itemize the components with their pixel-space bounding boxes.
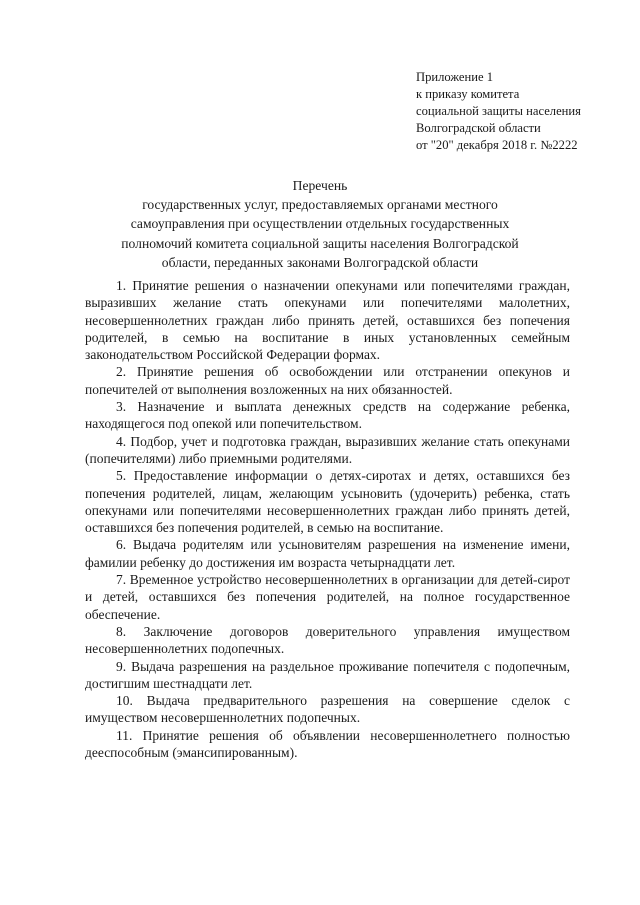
list-item: 3. Назначение и выплата денежных средств на содержание ребенка, находящегося под опекой или попечительством. — [85, 399, 570, 432]
list-item: 9. Выдача разрешения на раздельное проживание попечителя с подопечным, достигшим шестнадцати лет. — [85, 658, 570, 691]
document-title — [60, 176, 580, 272]
appendix-line: от "20" декабря 2018 г. №2222 — [416, 138, 578, 152]
list-item: 10. Выдача предварительного разрешения на совершение сделок с имуществом несовершеннолетних подопечных. — [85, 693, 570, 726]
title-line: государственных услуг, предоставляемых органами местного — [142, 197, 498, 213]
appendix-block — [416, 69, 636, 154]
list-item: 4. Подбор, учет и подготовка граждан, выразивших желание стать опекунами (попечителями) либо приемными родителями. — [85, 433, 570, 466]
list-item: 2. Принятие решения об освобождении или отстранении опекунов и попечителей от выполнения возложенных на них обязанностей. — [85, 364, 570, 397]
list-item: 8. Заключение договоров доверительного управления имуществом несовершеннолетних подопечных. — [85, 623, 570, 657]
list-item: 11. Принятие решения об объявлении несовершеннолетнего полностью дееспособным (эмансипированным). — [85, 727, 570, 761]
list-item: 7. Временное устройство несовершеннолетних в организации для детей-сирот и детей, оставшихся без попечения родителей, на полное государственное обеспечение. — [85, 572, 570, 622]
list-item: 1. Принятие решения о назначении опекунами или попечителями граждан, выразивших желание стать опекунами или попечителями малолетних, несовершеннолетних граждан либо принять детей, оставшихся без попечения родителей, в семью на воспитание в иных установленных семейным законодательством Российской Федерации формах. — [85, 278, 570, 363]
title-line: области, переданных законами Волгоградской области — [161, 254, 479, 270]
appendix-line: к приказу комитета — [416, 87, 520, 101]
title-heading: Перечень — [292, 178, 348, 193]
appendix-line: Приложение 1 — [416, 70, 494, 84]
list-item: 6. Выдача родителям или усыновителям разрешения на изменение имени, фамилии ребенку до достижения им возраста четырнадцати лет. — [85, 537, 570, 570]
appendix-line: Волгоградской области — [416, 121, 541, 135]
services-list — [85, 277, 570, 761]
appendix-line: социальной защиты населения — [416, 104, 581, 118]
title-line: полномочий комитета социальной защиты населения Волгоградской — [121, 235, 519, 251]
list-item: 5. Предоставление информации о детях-сиротах и детях, оставшихся без попечения родителей, лицам, желающим усыновить (удочерить) ребенка, стать опекунами или попечителями несовершеннолетних граждан либо принять детей, оставшихся без попечения родителей, в семью на воспитание. — [85, 468, 570, 536]
title-line: самоуправления при осуществлении отдельных государственных — [130, 216, 510, 232]
